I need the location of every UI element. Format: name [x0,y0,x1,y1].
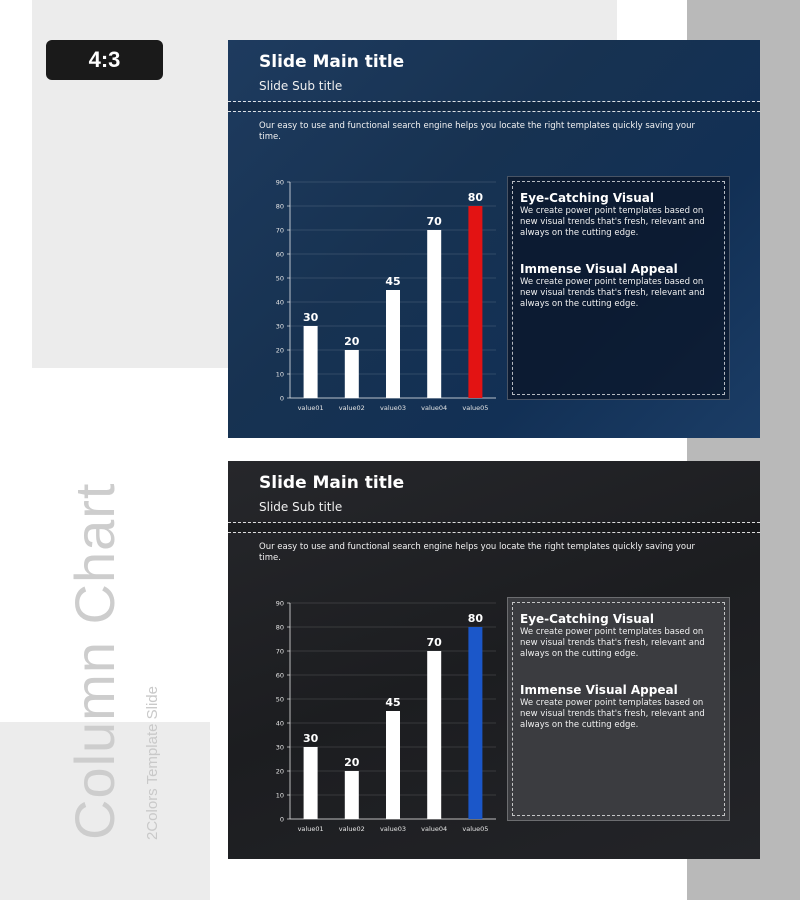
data-label: 80 [467,612,484,625]
slide-description: Our easy to use and functional search engine helps you locate the right templates quickly saving your time. [259,121,695,142]
vertical-title [60,430,130,840]
y-tick-label: 50 [275,274,284,283]
stitch-line [228,111,760,112]
info-text: We create power point templates based on new visual trends that's fresh, relevant and always on the cutting edge. [520,206,705,238]
bar [345,350,359,398]
vertical-subtitle [140,640,164,840]
y-tick-label: 30 [275,743,284,752]
slide-title: Slide Main title [259,52,405,72]
slide-subtitle: Slide Sub title [259,79,343,93]
y-tick-label: 80 [275,202,284,211]
x-tick-label: value05 [462,404,489,412]
x-tick-label: value03 [379,825,407,833]
bar [304,326,318,398]
y-tick-label: 30 [275,322,284,331]
data-label: 70 [426,215,442,228]
data-label: 30 [302,732,319,745]
x-tick-label: value04 [421,404,448,412]
x-tick-label: value05 [462,825,489,833]
page-subtitle: 2Colors Template Slide [143,686,161,840]
data-label: 45 [385,696,401,709]
slide-description: Our easy to use and functional search engine helps you locate the right templates quickly saving your time. [259,542,695,563]
slide-subtitle: Slide Sub title [259,500,343,514]
y-tick-label: 60 [275,250,284,259]
y-tick-label: 20 [275,767,284,776]
stitch-line [228,522,760,523]
stitch-line [228,532,760,533]
slide-title: Slide Main title [259,473,405,493]
data-label: 80 [467,191,484,204]
data-label: 70 [426,636,442,649]
bar [427,230,441,398]
info-text: We create power point templates based on new visual trends that's fresh, relevant and always on the cutting edge. [520,698,705,730]
y-tick-label: 90 [275,178,284,187]
y-tick-label: 10 [275,370,284,379]
info-box [507,176,730,400]
page-title: Column Chart [63,482,126,840]
x-tick-label: value01 [297,404,324,412]
y-tick-label: 70 [275,226,284,235]
y-tick-label: 40 [275,298,284,307]
slide-blue [228,40,760,438]
y-tick-label: 80 [275,623,284,632]
bar [345,771,359,819]
info-heading: Eye-Catching Visual [520,612,654,626]
bar [386,711,400,819]
info-text: We create power point templates based on new visual trends that's fresh, relevant and always on the cutting edge. [520,277,705,309]
slide-dark [228,461,760,859]
y-tick-label: 60 [275,671,284,680]
aspect-ratio-badge: 4:3 [46,40,163,80]
data-label: 30 [302,311,319,324]
y-tick-label: 0 [279,815,284,824]
data-label: 45 [385,275,401,288]
stitch-line [228,101,760,102]
info-text: We create power point templates based on new visual trends that's fresh, relevant and always on the cutting edge. [520,627,705,659]
data-label: 20 [344,756,360,769]
column-chart [264,172,514,422]
bar [468,627,482,819]
y-tick-label: 50 [275,695,284,704]
data-label: 20 [344,335,360,348]
info-heading: Immense Visual Appeal [520,683,678,697]
info-heading: Eye-Catching Visual [520,191,654,205]
denim-seam [228,523,760,532]
bar [304,747,318,819]
bar [427,651,441,819]
y-tick-label: 40 [275,719,284,728]
y-tick-label: 70 [275,647,284,656]
info-box [507,597,730,821]
y-tick-label: 10 [275,791,284,800]
x-tick-label: value02 [338,825,365,833]
y-tick-label: 0 [279,394,284,403]
x-tick-label: value03 [379,404,407,412]
x-tick-label: value04 [421,825,448,833]
y-tick-label: 20 [275,346,284,355]
bar [468,206,482,398]
x-tick-label: value01 [297,825,324,833]
info-heading: Immense Visual Appeal [520,262,678,276]
denim-seam [228,102,760,111]
column-chart [264,593,514,843]
y-tick-label: 90 [275,599,284,608]
bar [386,290,400,398]
x-tick-label: value02 [338,404,365,412]
